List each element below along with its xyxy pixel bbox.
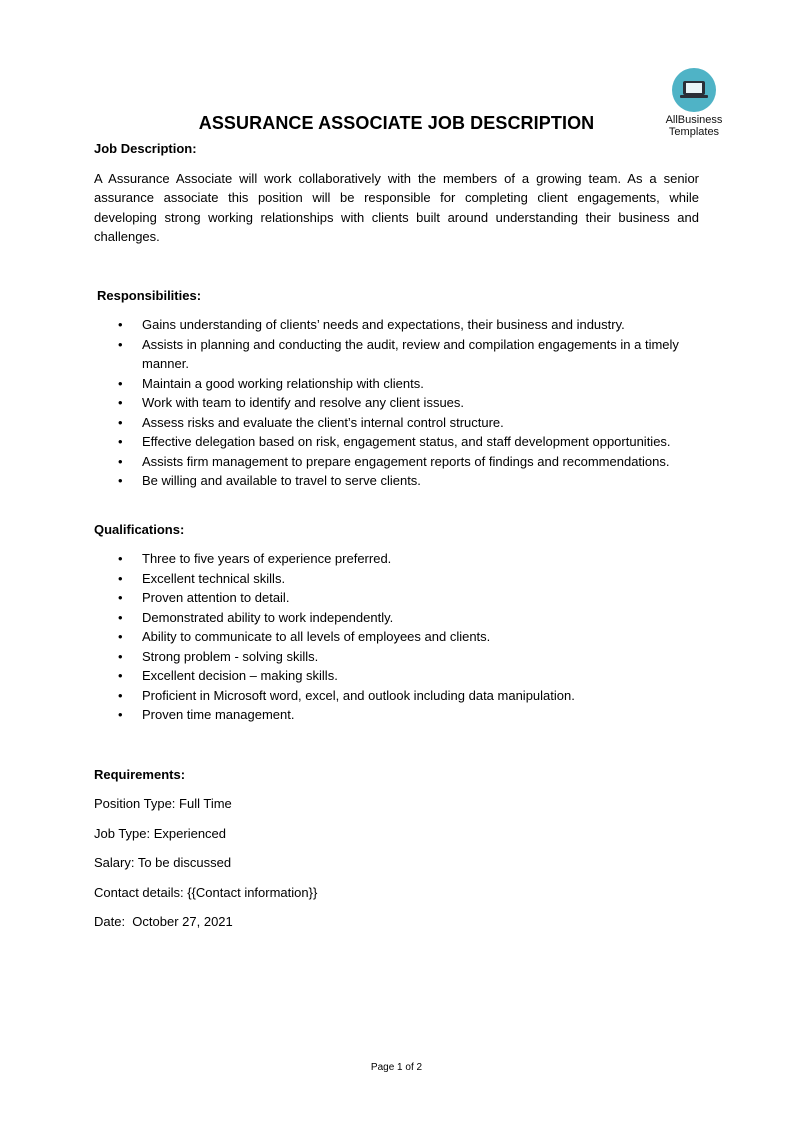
list-item: • Assists firm management to prepare engagement reports of findings and recommendations. [94,452,699,472]
bullet-icon: • [118,668,123,683]
job-type-text: Job Type: Experienced [94,825,227,841]
job-description-text: A Assurance Associate will work collaboratively with the members of a growing team. As a senior assurance associate this position will be responsible for completing client engagements, while developing strong working relationships with clients built around understanding their business and challenges. [94,170,699,244]
list-item: • Proven attention to detail. [94,588,699,608]
qualifications-list [94,549,699,725]
date-text: Date: October 27, 2021 [94,914,233,929]
list-item: • Ability to communicate to all levels of employees and clients. [94,627,699,647]
list-item: • Maintain a good working relationship with clients. [94,374,699,394]
document-body [94,139,699,932]
laptop-icon [672,68,716,112]
logo-text-line1: AllBusiness [665,114,723,126]
list-item: • Three to five years of experience preferred. [94,549,699,569]
position-type-text: Position Type: Full Time [94,796,232,811]
bullet-icon: • [118,317,123,332]
list-item: • Effective delegation based on risk, engagement status, and staff development opportunities. [94,432,699,452]
list-item: • Work with team to identify and resolve any client issues. [94,393,699,413]
bullet-icon: • [118,687,123,703]
list-item: • Gains understanding of clients’ needs and expectations, their business and industry. [94,315,699,335]
responsibilities-heading: Responsibilities: [97,287,202,303]
logo-text-line2: Templates [668,126,720,138]
bullet-icon: • [118,609,123,625]
bullet-icon: • [118,375,123,391]
bullet-icon: • [118,648,123,664]
bullet-icon: • [118,395,123,410]
document-title: ASSURANCE ASSOCIATE JOB DESCRIPTION [198,113,595,133]
bullet-icon: • [118,707,123,722]
bullet-icon: • [118,414,123,430]
list-item: • Demonstrated ability to work independently. [94,608,699,628]
bullet-icon: • [118,336,123,352]
list-item: • Excellent decision – making skills. [94,666,699,686]
salary-text: Salary: To be discussed [94,855,232,870]
bullet-icon: • [118,551,123,566]
responsibilities-list [94,315,699,491]
qualifications-heading: Qualifications: [94,521,185,537]
bullet-icon: • [118,473,123,488]
list-item: • Proficient in Microsoft word, excel, and outlook including data manipulation. [94,686,699,706]
job-description-heading: Job Description: [94,141,197,156]
page-number: Page 1 of 2 [370,1062,423,1073]
bullet-icon: • [118,453,123,469]
list-item: • Be willing and available to travel to serve clients. [94,471,699,491]
list-item: • Assists in planning and conducting the audit, review and compilation engagements in a timely manner. [118,336,679,371]
list-item: • Proven time management. [94,705,699,725]
list-item: • Excellent technical skills. [94,569,699,589]
contact-details-text: Contact details: {{Contact information}} [94,884,318,900]
list-item: • Strong problem - solving skills. [94,647,699,667]
bullet-icon: • [118,629,123,644]
bullet-icon: • [118,434,123,449]
list-item: • Assess risks and evaluate the client’s internal control structure. [94,413,699,433]
requirements-heading: Requirements: [94,766,186,782]
bullet-icon: • [118,590,123,605]
bullet-icon: • [118,570,123,586]
